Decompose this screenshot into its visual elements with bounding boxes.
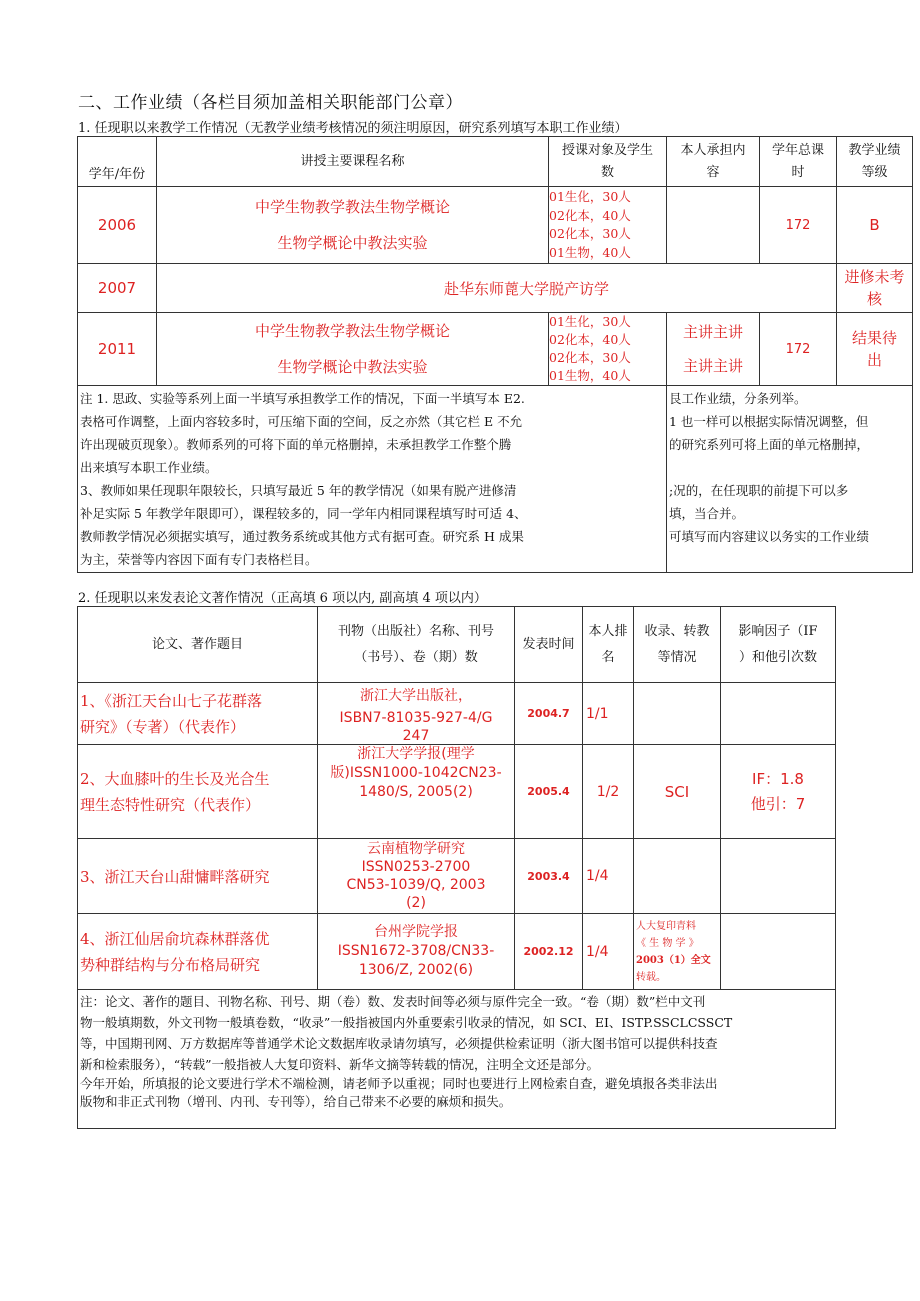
- paper-title: 4、浙江仙居俞坑森林群落优 势种群结构与分布格局研究: [78, 914, 318, 990]
- teaching-caption: 1. 任现职以来教学工作情况（无教学业绩考核情况的须注明原因，研究系列填写本职工作业绩）: [78, 121, 628, 136]
- row-hours: 172: [760, 313, 837, 386]
- header-rank: 本人排 名: [583, 607, 634, 683]
- paper-indexed: [634, 683, 721, 745]
- paper-row: [78, 914, 836, 990]
- paper-impact: [721, 683, 836, 745]
- paper-title: 2、大血膝叶的生长及光合生 理生态特性研究（代表作）: [78, 745, 318, 839]
- row-year: 2011: [78, 313, 157, 386]
- row-grade: B: [837, 187, 913, 264]
- row-hours: 172: [760, 187, 837, 264]
- header-journal: 刊物（出版社）名称、刊号 （书号）、卷（期）数: [318, 607, 515, 683]
- header-target: 授课对象及学生 数: [549, 137, 667, 187]
- teaching-row: [78, 313, 913, 386]
- teaching-note-left: 注 1. 思政、实验等系列上面一半填写承担教学工作的情况，下面一半填写本 E2. 表格可作调整，上面内容较多时，可压缩下面的空间，反之亦然（其它栏 E 不允 许出现破页现象）。教师系列的可将下面的单元格删掉，未承担教学工作整个腾 出来填写本职工作业绩。 3、教师如果任现职年限较长，只填写最近 5 年的教学情况（如果有脱产进修清 补足实际 5 年教学年限即可），课程较多的，同一学年内相同课程填写时可适 4、 教师教学情况必须据实填写，通过教务系统或其他方式有据可查。研究系 H 成果 为主，荣誉等内容因下面有专门表格栏目。: [78, 386, 667, 573]
- header-grade: 教学业绩 等级: [837, 137, 913, 187]
- teaching-table: [77, 136, 913, 573]
- paper-date: 2004.7: [515, 683, 583, 745]
- paper-rank: 1/4: [583, 839, 634, 914]
- paper-title: 1、《浙江天台山七子花群落 研究》（专著）（代表作）: [78, 683, 318, 745]
- paper-rank: 1/4: [583, 914, 634, 990]
- paper-date: 2003.4: [515, 839, 583, 914]
- paper-journal: 浙江大学学报(理学 版)ISSN1000-1042CN23- 1480/S, 2005(2): [318, 745, 515, 839]
- teaching-note-row: [78, 386, 913, 573]
- papers-header-row: [78, 607, 836, 683]
- paper-indexed: [634, 839, 721, 914]
- section-title: 二、工作业绩（各栏目须加盖相关职能部门公章）: [78, 93, 463, 113]
- paper-row: [78, 683, 836, 745]
- teaching-header-row: [78, 137, 913, 187]
- paper-journal: 浙江大学出版社， ISBN7-81035-927-4/G 247: [318, 683, 515, 745]
- header-date: 发表时间: [515, 607, 583, 683]
- row-grade: 结果待 出: [837, 313, 913, 386]
- paper-indexed: SCI: [634, 745, 721, 839]
- paper-impact: [721, 839, 836, 914]
- teaching-row: [78, 187, 913, 264]
- header-hours: 学年总课 时: [760, 137, 837, 187]
- row-course: 中学生物教学教法生物学概论 生物学概论中教法实验: [157, 313, 549, 386]
- paper-row: [78, 839, 836, 914]
- paper-row: [78, 745, 836, 839]
- header-impact: 影响因子（IF ）和他引次数: [721, 607, 836, 683]
- row-course: 赴华东师蓖大学脱产访学: [157, 264, 837, 313]
- teaching-row: [78, 264, 913, 313]
- paper-title: 3、浙江天台山甜慵畔落研究: [78, 839, 318, 914]
- paper-impact: IF：1.8 他引：7: [721, 745, 836, 839]
- papers-table: [77, 606, 836, 1129]
- row-grade: 进修未考 核: [837, 264, 913, 313]
- paper-date: 2002.12: [515, 914, 583, 990]
- header-title: 论文、著作题目: [78, 607, 318, 683]
- header-year: 学年/年份: [78, 137, 157, 187]
- paper-journal: 台州学院学报 ISSN1672-3708/CN33- 1306/Z, 2002(6): [318, 914, 515, 990]
- row-role: [667, 187, 760, 264]
- row-year: 2006: [78, 187, 157, 264]
- row-role: 主讲主讲 主讲主讲: [667, 313, 760, 386]
- papers-caption: 2. 任现职以来发表论文著作情况（正高填 6 项以内, 副高填 4 项以内）: [78, 591, 487, 606]
- header-role: 本人承担内 容: [667, 137, 760, 187]
- row-targets: 01生化，30人 02化本，40人 02化本，30人 01生物，40人: [549, 187, 667, 264]
- papers-note: 注：论文、著作的题目、刊物名称、刊号、期（卷）数、发表时间等必须与原件完全一致。“卷（期）数”栏中文刊 物一般填期数，外文刊物一般填卷数，“收录”一般指被国内外重要索引收录的情况，如 SCI、EI、ISTP.SSCLCSSCT 等，中国期刊网、万方数据库等普通学术论文数据库收录请勿填写，必须提供检索证明（浙大图书馆可以提供科技查 新和检索服务），“转载”一般指被人大复印资料、新华文摘等转载的情况，注明全文还是部分。 今年开始，所填报的论文要进行学术不端检测，请老师予以重视；同时也要进行上网检索自查，避免填报各类非法出 版物和非正式刊物（增刊、内刊、专刊等），给自己带来不必要的麻烦和损失。: [78, 990, 836, 1129]
- teaching-note-right: 艮工作业绩，分条列举。 1 也一样可以根据实际情况调整，但 的研究系列可将上面的单元格删掉， ;况的，在任现职的前提下可以多 填，当合并。 可填写而内容建议以务实的工作业绩: [667, 386, 913, 573]
- header-course: 讲授主要课程名称: [157, 137, 549, 187]
- header-indexed: 收录、转教 等情况: [634, 607, 721, 683]
- row-targets: 01生化，30人 02化本，40人 02化本，30人 01生物，40人: [549, 313, 667, 386]
- paper-journal: 云南植物学研究 ISSN0253-2700 CN53-1039/Q, 2003 (2): [318, 839, 515, 914]
- row-course: 中学生物教学教法生物学概论 生物学概论中教法实验: [157, 187, 549, 264]
- paper-indexed: 人大复印青料 《 生 物 学 》 2003（1）全文 转载。: [634, 914, 721, 990]
- papers-note-row: [78, 990, 836, 1129]
- paper-rank: 1/1: [583, 683, 634, 745]
- paper-date: 2005.4: [515, 745, 583, 839]
- row-year: 2007: [78, 264, 157, 313]
- paper-rank: 1/2: [583, 745, 634, 839]
- paper-impact: [721, 914, 836, 990]
